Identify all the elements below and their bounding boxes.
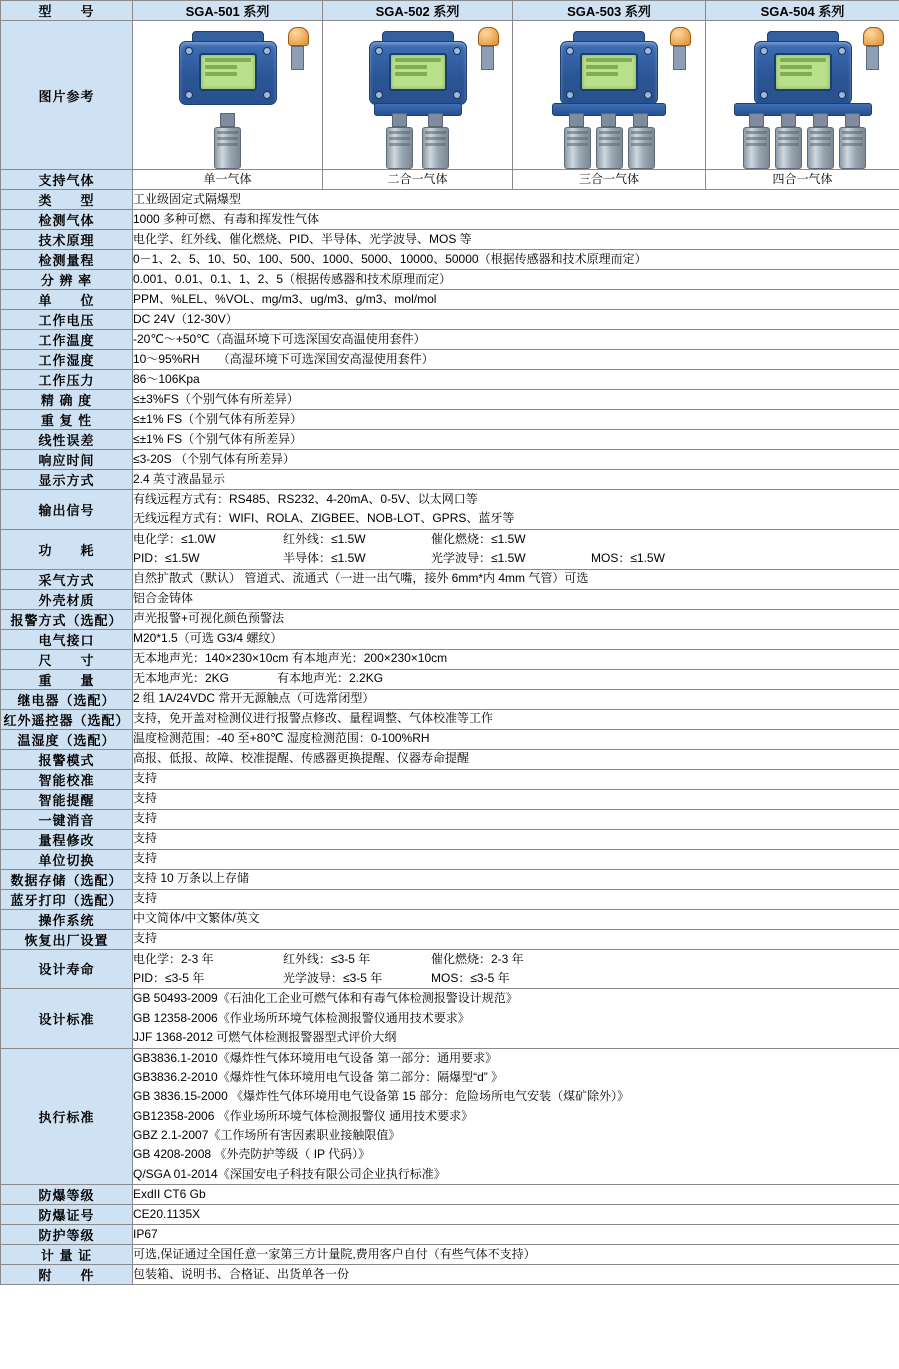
life-infrared: 红外线：≤3-5 年 xyxy=(283,951,371,966)
row-value-ex-cert: CE20.1135X xyxy=(133,1205,899,1225)
table-row-tech-principle xyxy=(1,230,899,250)
row-label-unit-switch: 单位切换 xyxy=(1,849,133,869)
row-label-accessories: 附 件 xyxy=(1,1265,133,1285)
row-value-voltage: DC 24V（12-30V） xyxy=(133,310,899,330)
table-row-smart-calibration xyxy=(1,769,899,789)
model-header-3: SGA-503 系列 xyxy=(513,1,706,21)
life-catalytic: 催化燃烧：2-3 年 xyxy=(431,951,524,966)
table-row-electrical-interface xyxy=(1,629,899,649)
alarm-light-icon xyxy=(670,27,689,67)
row-label-bluetooth-print: 蓝牙打印（选配） xyxy=(1,889,133,909)
product-image-4 xyxy=(706,21,899,170)
row-value-exec-standard xyxy=(133,1048,899,1185)
alarm-light-icon xyxy=(478,27,497,67)
row-value-design-standard xyxy=(133,989,899,1048)
row-label-type: 类 型 xyxy=(1,190,133,210)
power-pid: PID：≤1.5W xyxy=(133,551,200,566)
row-value-metrology-cert: 可选,保证通过全国任意一家第三方计量院,费用客户自付（有些气体不支持） xyxy=(133,1245,899,1265)
row-label-response-time: 响应时间 xyxy=(1,450,133,470)
row-label-sampling: 采气方式 xyxy=(1,569,133,589)
row-label-resolution: 分 辨 率 xyxy=(1,270,133,290)
table-row-linearity xyxy=(1,430,899,450)
row-value-accessories: 包装箱、说明书、合格证、出货单各一份 xyxy=(133,1265,899,1285)
exec-standard-line-6: GB 4208-2008 《外壳防护等级（ IP 代码）》 xyxy=(133,1147,371,1162)
row-label-temp-humidity-option: 温湿度（选配） xyxy=(1,729,133,749)
design-standard-line-3: JJF 1368-2012 可燃气体检测报警器型式评价大纲 xyxy=(133,1030,397,1045)
row-label-temperature: 工作温度 xyxy=(1,330,133,350)
life-optical-waveguide: 光学波导：≤3-5 年 xyxy=(283,970,383,985)
row-label-ir-remote: 红外遥控器（选配） xyxy=(1,709,133,729)
table-row-weight xyxy=(1,669,899,689)
row-value-response-time: ≤3-20S （个别气体有所差异） xyxy=(133,450,899,470)
table-row-bluetooth-print xyxy=(1,889,899,909)
row-value-power xyxy=(133,529,899,569)
row-label-ex-cert: 防爆证号 xyxy=(1,1205,133,1225)
table-row-range-modify xyxy=(1,829,899,849)
life-line-1 xyxy=(133,950,899,969)
product-image-1 xyxy=(133,21,323,170)
table-row-sampling xyxy=(1,569,899,589)
table-row-one-key-mute xyxy=(1,809,899,829)
row-label-one-key-mute: 一键消音 xyxy=(1,809,133,829)
table-row-operating-system xyxy=(1,909,899,929)
power-catalytic: 催化燃烧：≤1.5W xyxy=(431,531,526,546)
row-label-design-life: 设计寿命 xyxy=(1,949,133,989)
row-value-linearity: ≤±1% FS（个别气体有所差异） xyxy=(133,430,899,450)
table-row-shell-material xyxy=(1,589,899,609)
output-signal-wired: 有线远程方式有：RS485、RS232、4-20mA、0-5V、以太网口等 xyxy=(133,492,478,506)
row-label-tech-principle: 技术原理 xyxy=(1,230,133,250)
row-label-smart-calibration: 智能校准 xyxy=(1,769,133,789)
table-row-images xyxy=(1,21,899,170)
row-value-humidity: 10～95%RH （高湿环境下可选深国安高湿使用套件） xyxy=(133,350,899,370)
table-row-unit-switch xyxy=(1,849,899,869)
life-pid: PID：≤3-5 年 xyxy=(133,970,205,985)
alarm-light-icon xyxy=(288,27,307,67)
row-label-power: 功 耗 xyxy=(1,529,133,569)
row-value-repeatability: ≤±1% FS（个别气体有所差异） xyxy=(133,410,899,430)
row-value-design-life xyxy=(133,949,899,989)
row-label-dimensions: 尺 寸 xyxy=(1,649,133,669)
power-mos: MOS：≤1.5W xyxy=(591,551,665,566)
row-value-accuracy: ≤±3%FS（个别气体有所差异） xyxy=(133,390,899,410)
row-value-factory-reset: 支持 xyxy=(133,929,899,949)
row-value-dimensions: 无本地声光：140×230×10cm 有本地声光：200×230×10cm xyxy=(133,649,899,669)
row-label-range-modify: 量程修改 xyxy=(1,829,133,849)
design-standard-line-2: GB 12358-2006《作业场所环境气体检测报警仪通用技术要求》 xyxy=(133,1010,470,1025)
table-row-response-time xyxy=(1,450,899,470)
table-row-exec-standard xyxy=(1,1048,899,1185)
row-label-weight: 重 量 xyxy=(1,669,133,689)
row-label-factory-reset: 恢复出厂设置 xyxy=(1,929,133,949)
row-label-alarm-mode: 报警模式 xyxy=(1,749,133,769)
row-label-alarm-method: 报警方式（选配） xyxy=(1,609,133,629)
table-row-factory-reset xyxy=(1,929,899,949)
row-value-ex-grade: ExdII CT6 Gb xyxy=(133,1185,899,1205)
life-electrochemical: 电化学：2-3 年 xyxy=(133,951,214,966)
table-row-accessories xyxy=(1,1265,899,1285)
row-value-ip-grade: IP67 xyxy=(133,1225,899,1245)
model-header-2: SGA-502 系列 xyxy=(323,1,513,21)
row-label-data-storage: 数据存储（选配） xyxy=(1,869,133,889)
exec-standard-line-3: GB 3836.15-2000 《爆炸性气体环境用电气设备第 15 部分：危险场所电气安装（煤矿除外）》 xyxy=(133,1089,630,1104)
row-value-resolution: 0.001、0.01、0.1、1、2、5（根据传感器和技术原理而定） xyxy=(133,270,899,290)
table-row-power xyxy=(1,529,899,569)
table-row-model-header xyxy=(1,1,899,21)
row-label-relay: 继电器（选配） xyxy=(1,689,133,709)
table-row-alarm-mode xyxy=(1,749,899,769)
exec-standard-line-2: GB3836.2-2010《爆炸性气体环境用电气设备 第二部分：隔爆型“d” 》 xyxy=(133,1069,504,1084)
row-value-bluetooth-print: 支持 xyxy=(133,889,899,909)
row-label-unit: 单 位 xyxy=(1,290,133,310)
row-value-smart-calibration: 支持 xyxy=(133,769,899,789)
table-row-temp-humidity-option xyxy=(1,729,899,749)
power-infrared: 红外线：≤1.5W xyxy=(283,531,366,546)
row-value-pressure: 86～106Kpa xyxy=(133,370,899,390)
power-optical-waveguide: 光学波导：≤1.5W xyxy=(431,551,526,566)
product-image-2 xyxy=(323,21,513,170)
table-row-repeatability xyxy=(1,410,899,430)
row-label-linearity: 线性误差 xyxy=(1,430,133,450)
row-label-operating-system: 操作系统 xyxy=(1,909,133,929)
row-value-shell-material: 铝合金铸体 xyxy=(133,589,899,609)
row-label-gas-support: 支持气体 xyxy=(1,170,133,190)
row-label-humidity: 工作湿度 xyxy=(1,350,133,370)
table-row-design-standard xyxy=(1,989,899,1048)
table-row-design-life xyxy=(1,949,899,989)
row-value-weight: 无本地声光：2KG 有本地声光：2.2KG xyxy=(133,669,899,689)
row-label-design-standard: 设计标准 xyxy=(1,989,133,1048)
table-row-pressure xyxy=(1,370,899,390)
table-row-gas-support xyxy=(1,170,899,190)
row-value-range-modify: 支持 xyxy=(133,829,899,849)
power-semiconductor: 半导体：≤1.5W xyxy=(283,551,366,566)
alarm-light-icon xyxy=(863,27,882,67)
row-label-smart-reminder: 智能提醒 xyxy=(1,789,133,809)
row-value-one-key-mute: 支持 xyxy=(133,809,899,829)
table-row-ip-grade xyxy=(1,1225,899,1245)
table-row-alarm-method xyxy=(1,609,899,629)
row-value-alarm-mode: 高报、低报、故障、校准提醒、传感器更换提醒、仪器寿命提醒 xyxy=(133,749,899,769)
table-row-detect-gas xyxy=(1,210,899,230)
row-value-detect-gas: 1000 多种可燃、有毒和挥发性气体 xyxy=(133,210,899,230)
row-value-unit-switch: 支持 xyxy=(133,849,899,869)
row-value-data-storage: 支持 10 万条以上存储 xyxy=(133,869,899,889)
row-label-image-reference: 图片参考 xyxy=(1,21,133,170)
life-line-2 xyxy=(133,969,899,988)
table-row-accuracy xyxy=(1,390,899,410)
row-value-electrical-interface: M20*1.5（可选 G3/4 螺纹） xyxy=(133,629,899,649)
model-header-1: SGA-501 系列 xyxy=(133,1,323,21)
row-value-operating-system: 中文简体/中文繁体/英文 xyxy=(133,909,899,929)
gas-support-3: 三合一气体 xyxy=(513,170,706,190)
row-label-range: 检测量程 xyxy=(1,250,133,270)
table-row-temperature xyxy=(1,330,899,350)
row-value-display: 2.4 英寸液晶显示 xyxy=(133,470,899,490)
row-value-output-signal xyxy=(133,490,899,530)
table-row-metrology-cert xyxy=(1,1245,899,1265)
power-line-2 xyxy=(133,549,899,568)
gas-support-1: 单一气体 xyxy=(133,170,323,190)
output-signal-wireless: 无线远程方式有：WIFI、ROLA、ZIGBEE、NOB-LOT、GPRS、蓝牙等 xyxy=(133,511,515,526)
row-label-shell-material: 外壳材质 xyxy=(1,589,133,609)
row-label-ex-grade: 防爆等级 xyxy=(1,1185,133,1205)
table-row-unit xyxy=(1,290,899,310)
row-value-sampling: 自然扩散式（默认） 管道式、流通式（一进一出气嘴，接外 6mm*内 4mm 气管）可选 xyxy=(133,569,899,589)
table-row-smart-reminder xyxy=(1,789,899,809)
table-row-resolution xyxy=(1,270,899,290)
table-row-range xyxy=(1,250,899,270)
table-row-ir-remote xyxy=(1,709,899,729)
row-value-tech-principle: 电化学、红外线、催化燃烧、PID、半导体、光学波导、MOS 等 xyxy=(133,230,899,250)
table-row-relay xyxy=(1,689,899,709)
table-row-voltage xyxy=(1,310,899,330)
row-value-ir-remote: 支持，免开盖对检测仪进行报警点修改、量程调整、气体校准等工作 xyxy=(133,709,899,729)
row-value-range: 0－1、2、5、10、50、100、500、1000、5000、10000、50000（根据传感器和技术原理而定） xyxy=(133,250,899,270)
product-image-3 xyxy=(513,21,706,170)
power-line-1 xyxy=(133,530,899,549)
row-value-type: 工业级固定式隔爆型 xyxy=(133,190,899,210)
row-value-smart-reminder: 支持 xyxy=(133,789,899,809)
life-mos: MOS：≤3-5 年 xyxy=(431,970,510,985)
design-standard-line-1: GB 50493-2009《石油化工企业可燃气体和有毒气体检测报警设计规范》 xyxy=(133,991,518,1006)
row-value-temperature: -20℃～+50℃（高温环境下可选深国安高温使用套件） xyxy=(133,330,899,350)
table-row-output-signal xyxy=(1,490,899,530)
table-row-ex-grade xyxy=(1,1185,899,1205)
exec-standard-line-4: GB12358-2006 《作业场所环境气体检测报警仪 通用技术要求》 xyxy=(133,1108,474,1123)
row-label-pressure: 工作压力 xyxy=(1,370,133,390)
row-label-detect-gas: 检测气体 xyxy=(1,210,133,230)
table-row-type xyxy=(1,190,899,210)
row-label-model: 型 号 xyxy=(1,1,133,21)
row-value-temp-humidity-option: 温度检测范围：-40 至+80℃ 湿度检测范围：0-100%RH xyxy=(133,729,899,749)
row-label-repeatability: 重 复 性 xyxy=(1,410,133,430)
row-label-electrical-interface: 电气接口 xyxy=(1,629,133,649)
gas-support-4: 四合一气体 xyxy=(706,170,899,190)
row-label-exec-standard: 执行标准 xyxy=(1,1048,133,1185)
row-label-ip-grade: 防护等级 xyxy=(1,1225,133,1245)
table-row-display xyxy=(1,470,899,490)
exec-standard-line-1: GB3836.1-2010《爆炸性气体环境用电气设备 第一部分：通用要求》 xyxy=(133,1050,498,1065)
row-label-voltage: 工作电压 xyxy=(1,310,133,330)
row-value-unit: PPM、%LEL、%VOL、mg/m3、ug/m3、g/m3、mol/mol xyxy=(133,290,899,310)
table-row-data-storage xyxy=(1,869,899,889)
row-value-alarm-method: 声光报警+可视化颜色预警法 xyxy=(133,609,899,629)
power-electrochemical: 电化学：≤1.0W xyxy=(133,531,216,546)
exec-standard-line-5: GBZ 2.1-2007《工作场所有害因素职业接触限值》 xyxy=(133,1128,401,1143)
table-row-dimensions xyxy=(1,649,899,669)
row-label-output-signal: 输出信号 xyxy=(1,490,133,530)
table-row-humidity xyxy=(1,350,899,370)
row-value-relay: 2 组 1A/24VDC 常开无源触点（可选常闭型） xyxy=(133,689,899,709)
table-row-ex-cert xyxy=(1,1205,899,1225)
row-label-metrology-cert: 计 量 证 xyxy=(1,1245,133,1265)
row-label-display: 显示方式 xyxy=(1,470,133,490)
row-label-accuracy: 精 确 度 xyxy=(1,390,133,410)
exec-standard-line-7: Q/SGA 01-2014《深国安电子科技有限公司企业执行标准》 xyxy=(133,1166,446,1181)
gas-support-2: 二合一气体 xyxy=(323,170,513,190)
model-header-4: SGA-504 系列 xyxy=(706,1,899,21)
